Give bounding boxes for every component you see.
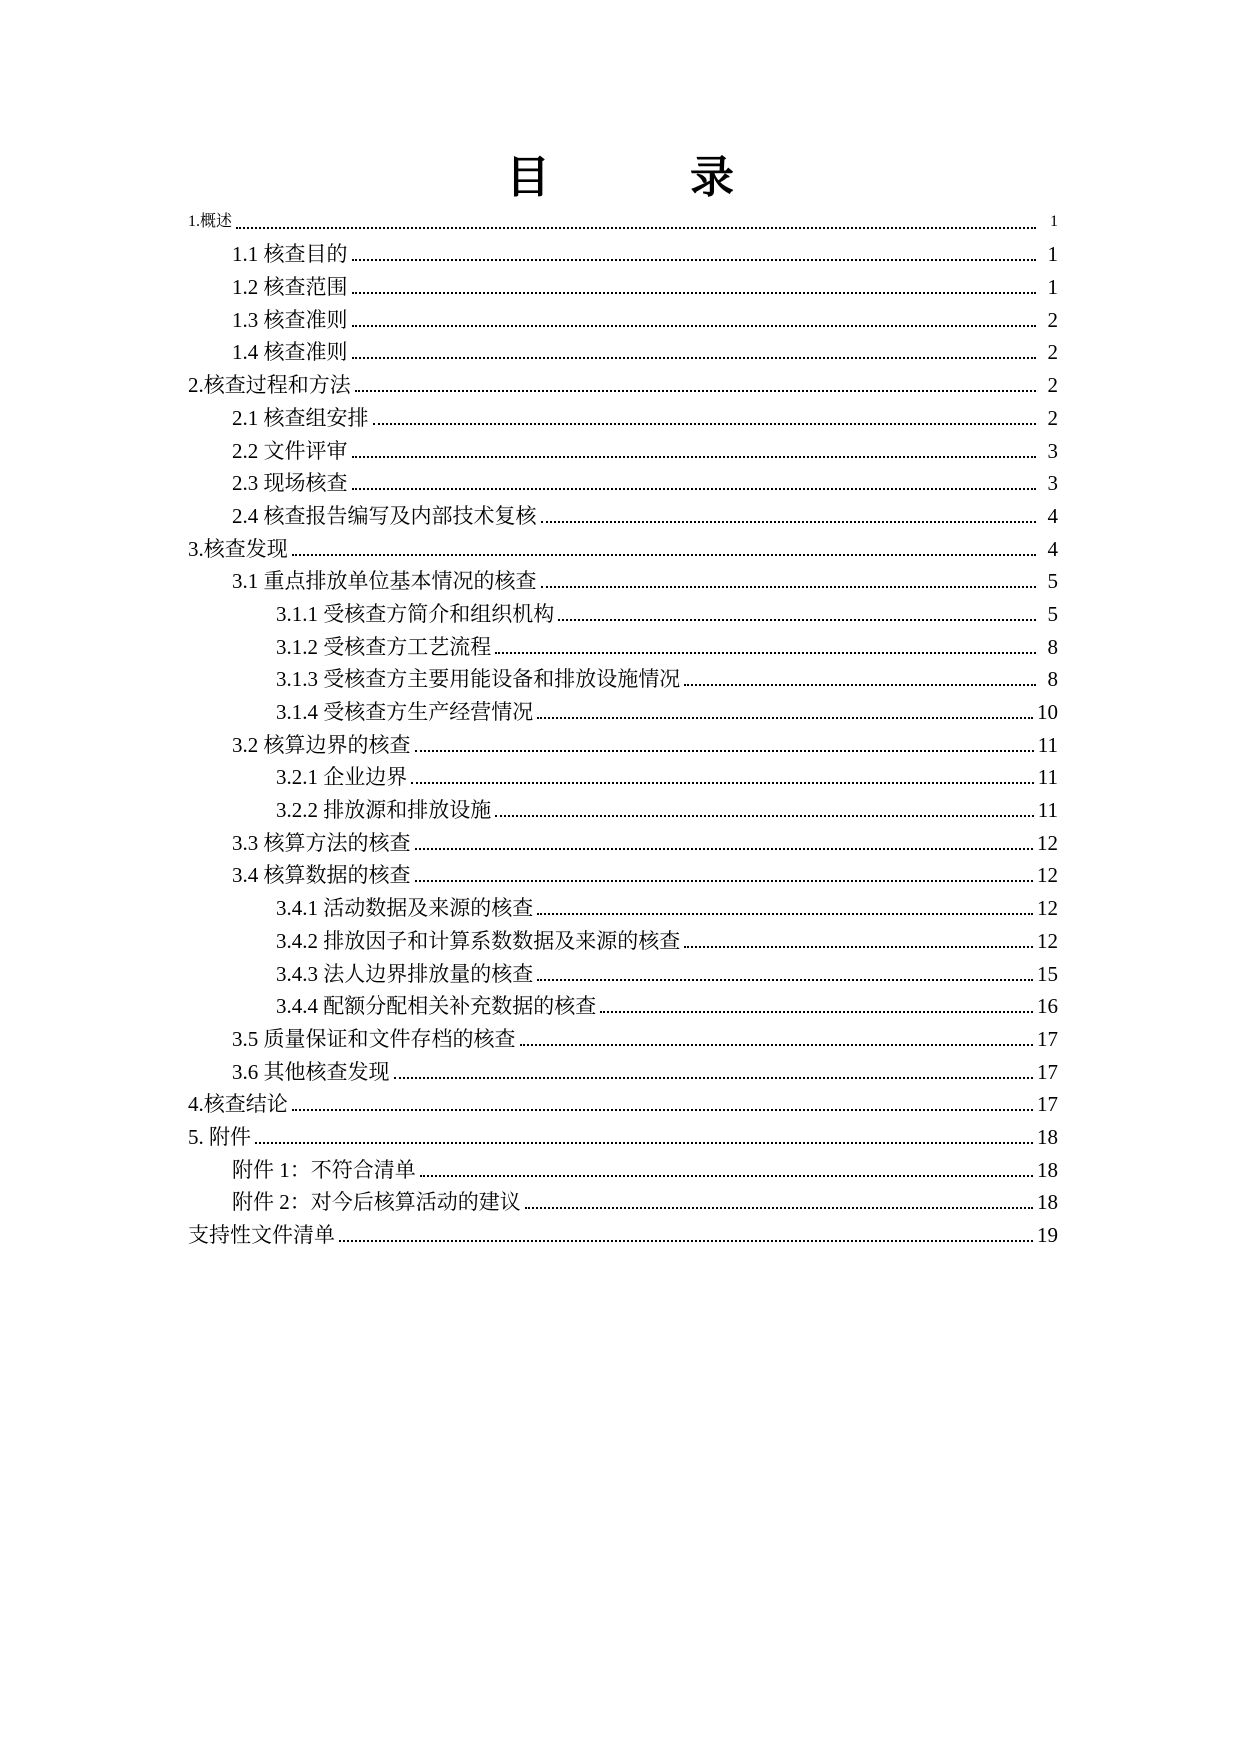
toc-entry-page: 11 bbox=[1037, 765, 1058, 790]
toc-entry-3-6[interactable] bbox=[188, 1052, 1058, 1085]
toc-entry-page: 1 bbox=[1050, 212, 1058, 230]
toc-dot-leader bbox=[558, 619, 1036, 621]
toc-entry-2-2[interactable] bbox=[188, 431, 1058, 464]
toc-entry-3-2[interactable] bbox=[188, 725, 1058, 758]
toc-entry-label: 3.1.3 受核查方主要用能设备和排放设施情况 bbox=[276, 667, 681, 692]
toc-entry-page: 18 bbox=[1037, 1157, 1058, 1182]
toc-entry-page: 12 bbox=[1037, 896, 1058, 921]
toc-dot-leader bbox=[352, 357, 1037, 359]
toc-dot-leader bbox=[495, 815, 1034, 817]
toc-entry-page: 3 bbox=[1047, 438, 1058, 463]
toc-entry-page: 2 bbox=[1047, 340, 1058, 365]
toc-entry-1-2[interactable] bbox=[188, 267, 1058, 300]
toc-entry-label: 附件 1：不符合清单 bbox=[232, 1157, 416, 1182]
toc-dot-leader bbox=[352, 259, 1037, 261]
toc-dot-leader bbox=[420, 1175, 1033, 1177]
toc-entry-label: 附件 2：对今后核算活动的建议 bbox=[232, 1190, 521, 1215]
toc-entry-5[interactable] bbox=[188, 1117, 1058, 1150]
toc-dot-leader bbox=[495, 652, 1036, 654]
toc-entry-label: 3.4.2 排放因子和计算系数数据及来源的核查 bbox=[276, 928, 681, 953]
toc-entry-page: 12 bbox=[1037, 830, 1058, 855]
toc-entry-page: 2 bbox=[1047, 405, 1058, 430]
toc-entry-page: 1 bbox=[1047, 242, 1058, 267]
toc-entry-label: 2.3 现场核查 bbox=[232, 471, 348, 496]
toc-entry-1-1[interactable] bbox=[188, 235, 1058, 268]
toc-entry-page: 15 bbox=[1037, 961, 1058, 986]
toc-entry-label: 2.核查过程和方法 bbox=[188, 373, 351, 398]
toc-entry-page: 11 bbox=[1037, 798, 1058, 823]
toc-entry-3-1[interactable] bbox=[188, 562, 1058, 595]
toc-entry-appendix-2[interactable] bbox=[188, 1183, 1058, 1216]
toc-dot-leader bbox=[415, 750, 1034, 752]
toc-entry-label: 3.核查发现 bbox=[188, 536, 288, 561]
toc-dot-leader bbox=[520, 1044, 1034, 1046]
toc-entry-label: 3.6 其他核查发现 bbox=[232, 1059, 390, 1084]
toc-entry-label: 1.概述 bbox=[188, 212, 233, 230]
toc-entry-label: 3.2.2 排放源和排放设施 bbox=[276, 798, 492, 823]
page-title: 目 录 bbox=[506, 152, 782, 203]
toc-entry-label: 2.4 核查报告编写及内部技术复核 bbox=[232, 503, 537, 528]
toc-dot-leader bbox=[352, 456, 1037, 458]
toc-entry-appendix-1[interactable] bbox=[188, 1150, 1058, 1183]
toc-entry-3-1-1[interactable] bbox=[188, 594, 1058, 627]
toc-entry-3-5[interactable] bbox=[188, 1019, 1058, 1052]
toc-dot-leader bbox=[411, 782, 1034, 784]
toc-dot-leader bbox=[339, 1240, 1033, 1242]
toc-entry-label: 3.1.1 受核查方简介和组织机构 bbox=[276, 601, 555, 626]
toc-dot-leader bbox=[541, 586, 1037, 588]
toc-entry-page: 19 bbox=[1037, 1223, 1058, 1247]
toc-entry-label: 3.1.4 受核查方生产经营情况 bbox=[276, 700, 534, 724]
toc-entry-3-4-4[interactable] bbox=[188, 987, 1058, 1020]
toc-dot-leader bbox=[373, 423, 1037, 425]
toc-entry-label: 2.1 核查组安排 bbox=[232, 405, 369, 430]
toc-dot-leader bbox=[684, 946, 1033, 948]
toc-entry-3-4-1[interactable] bbox=[188, 888, 1058, 921]
toc-entry-page: 5 bbox=[1047, 601, 1058, 626]
toc-entry-page: 17 bbox=[1037, 1092, 1058, 1117]
toc-entry-3-1-3[interactable] bbox=[188, 660, 1058, 693]
toc-entry-1-3[interactable] bbox=[188, 300, 1058, 333]
toc-entry-label: 5. 附件 bbox=[188, 1124, 251, 1149]
toc-entry-2[interactable] bbox=[188, 365, 1058, 398]
toc-dot-leader bbox=[537, 979, 1033, 981]
toc-entry-4[interactable] bbox=[188, 1085, 1058, 1118]
toc-dot-leader bbox=[537, 717, 1033, 719]
toc-entry-3-1-2[interactable] bbox=[188, 627, 1058, 660]
toc-entry-3-2-2[interactable] bbox=[188, 790, 1058, 823]
toc-entry-page: 4 bbox=[1047, 536, 1058, 561]
toc-entry-page: 11 bbox=[1037, 732, 1058, 757]
toc-entry-label: 3.4 核算数据的核查 bbox=[232, 863, 411, 888]
toc-entry-2-3[interactable] bbox=[188, 464, 1058, 497]
toc-entry-label: 3.4.3 法人边界排放量的核查 bbox=[276, 961, 534, 986]
toc-dot-leader bbox=[355, 390, 1036, 392]
toc-entry-label: 支持性文件清单 bbox=[188, 1223, 335, 1247]
toc-dot-leader bbox=[415, 880, 1034, 882]
toc-entry-page: 1 bbox=[1047, 275, 1058, 300]
toc-entry-page: 5 bbox=[1047, 569, 1058, 594]
toc-entry-label: 2.2 文件评审 bbox=[232, 438, 348, 463]
toc-dot-leader bbox=[537, 913, 1033, 915]
toc-entry-page: 18 bbox=[1037, 1124, 1058, 1149]
toc-entry-page: 12 bbox=[1037, 928, 1058, 953]
toc-entry-3-3[interactable] bbox=[188, 823, 1058, 856]
toc-entry-page: 2 bbox=[1047, 373, 1058, 398]
toc-entry-page: 17 bbox=[1037, 1059, 1058, 1084]
toc-entry-page: 4 bbox=[1047, 503, 1058, 528]
toc-dot-leader bbox=[352, 292, 1037, 294]
toc-entry-label: 3.2 核算边界的核查 bbox=[232, 732, 411, 757]
toc-entry-page: 8 bbox=[1047, 634, 1058, 659]
toc-entry-label: 3.2.1 企业边界 bbox=[276, 765, 408, 790]
toc-dot-leader bbox=[236, 227, 1036, 229]
toc-entry-label: 3.1 重点排放单位基本情况的核查 bbox=[232, 569, 537, 594]
toc-entry-label: 1.2 核查范围 bbox=[232, 275, 348, 300]
toc-entry-page: 8 bbox=[1047, 667, 1058, 692]
table-of-contents bbox=[188, 202, 1058, 1248]
toc-entry-label: 3.1.2 受核查方工艺流程 bbox=[276, 634, 492, 659]
toc-dot-leader bbox=[525, 1207, 1033, 1209]
toc-entry-3-2-1[interactable] bbox=[188, 758, 1058, 791]
toc-entry-supporting-docs[interactable] bbox=[188, 1215, 1058, 1248]
toc-entry-label: 1.4 核查准则 bbox=[232, 340, 348, 365]
toc-dot-leader bbox=[684, 684, 1036, 686]
toc-entry-page: 10 bbox=[1037, 700, 1058, 724]
toc-entry-label: 3.3 核算方法的核查 bbox=[232, 830, 411, 855]
toc-entry-3-4-2[interactable] bbox=[188, 921, 1058, 954]
toc-entry-2-4[interactable] bbox=[188, 496, 1058, 529]
toc-entry-page: 3 bbox=[1047, 471, 1058, 496]
toc-entry-2-1[interactable] bbox=[188, 398, 1058, 431]
toc-entry-page: 16 bbox=[1037, 994, 1058, 1019]
toc-entry-label: 1.1 核查目的 bbox=[232, 242, 348, 267]
toc-entry-1-4[interactable] bbox=[188, 333, 1058, 366]
toc-dot-leader bbox=[292, 554, 1036, 556]
toc-entry-3-1-4[interactable] bbox=[188, 692, 1058, 725]
toc-dot-leader bbox=[352, 325, 1037, 327]
toc-entry-page: 2 bbox=[1047, 307, 1058, 332]
toc-dot-leader bbox=[415, 848, 1034, 850]
toc-entry-page: 17 bbox=[1037, 1026, 1058, 1051]
toc-dot-leader bbox=[600, 1011, 1033, 1013]
toc-entry-3[interactable] bbox=[188, 529, 1058, 562]
toc-entry-page: 18 bbox=[1037, 1190, 1058, 1215]
toc-entry-label: 3.5 质量保证和文件存档的核查 bbox=[232, 1026, 516, 1051]
toc-entry-label: 3.4.4 配额分配相关补充数据的核查 bbox=[276, 994, 597, 1019]
toc-entry-label: 3.4.1 活动数据及来源的核查 bbox=[276, 896, 534, 921]
toc-dot-leader bbox=[394, 1077, 1034, 1079]
toc-dot-leader bbox=[292, 1109, 1033, 1111]
toc-entry-label: 4.核查结论 bbox=[188, 1092, 288, 1117]
toc-entry-page: 12 bbox=[1037, 863, 1058, 888]
toc-entry-3-4[interactable] bbox=[188, 856, 1058, 889]
toc-dot-leader bbox=[541, 521, 1037, 523]
toc-dot-leader bbox=[255, 1142, 1033, 1144]
toc-entry-1[interactable] bbox=[188, 202, 1058, 235]
toc-dot-leader bbox=[352, 488, 1037, 490]
toc-entry-3-4-3[interactable] bbox=[188, 954, 1058, 987]
toc-entry-label: 1.3 核查准则 bbox=[232, 307, 348, 332]
